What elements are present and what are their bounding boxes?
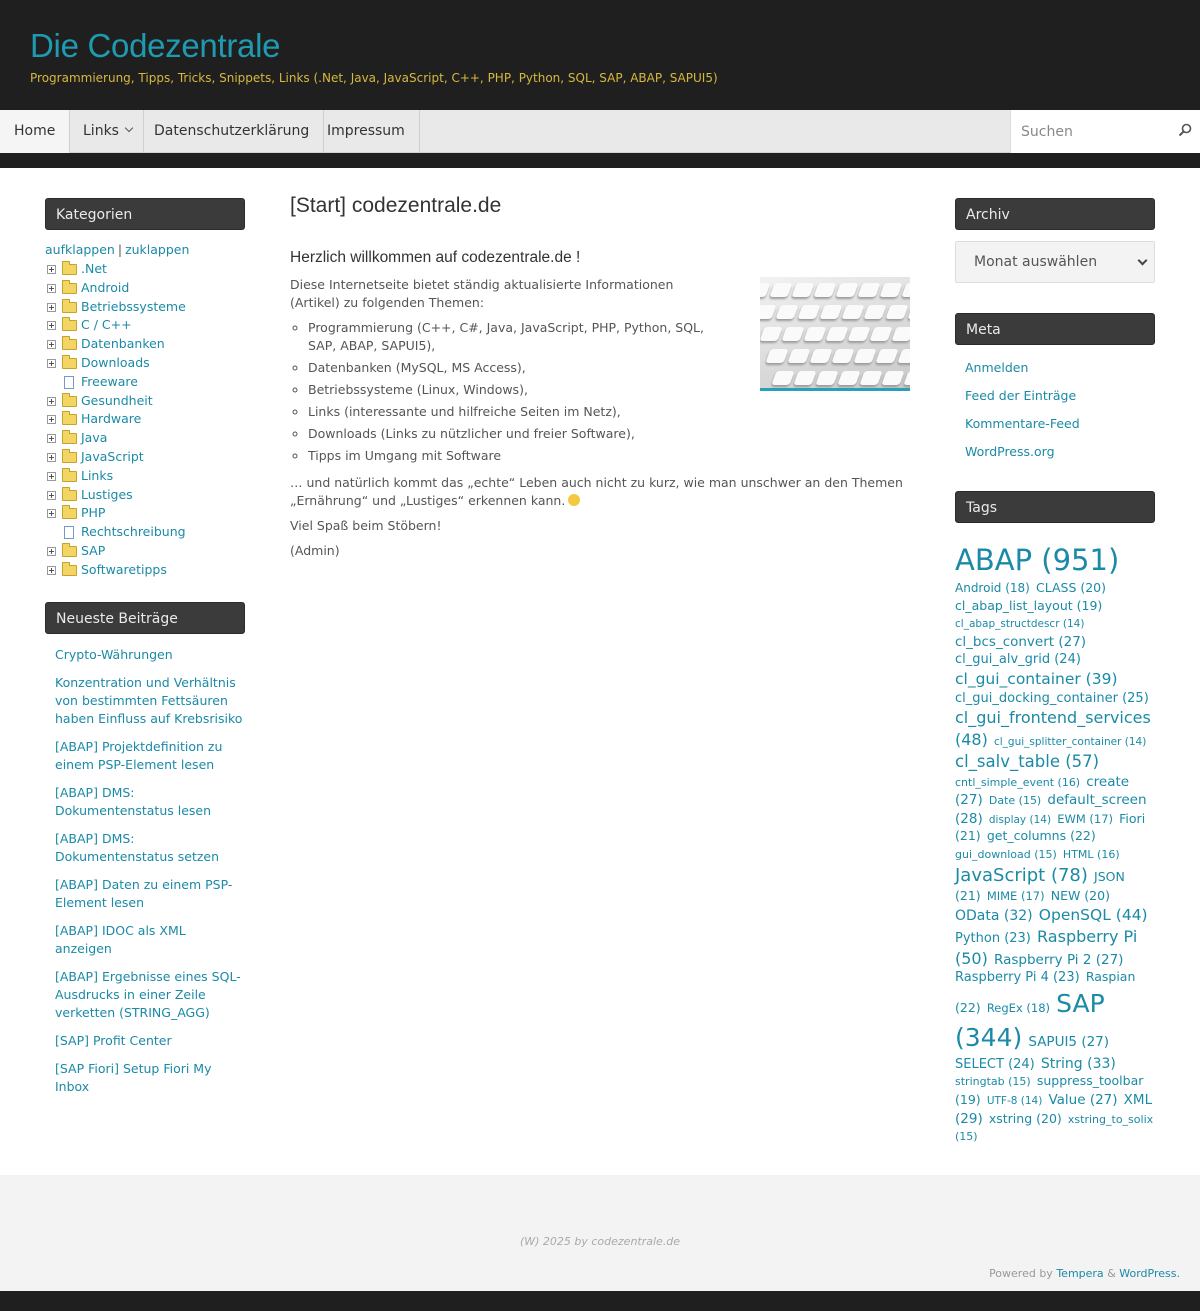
folder-icon [62, 452, 77, 463]
expand-plus-icon[interactable] [47, 453, 56, 462]
tag-link[interactable]: suppress_toolbar (19) [955, 1073, 1144, 1107]
category-item [45, 542, 245, 561]
tag-link[interactable]: JavaScript (78) [955, 864, 1088, 886]
tag-link[interactable]: Raspberry Pi 4 (23) [955, 970, 1080, 986]
powered-by [989, 1267, 1180, 1280]
meta-link[interactable]: WordPress.org [965, 444, 1055, 459]
welcome-heading: Herzlich willkommen auf codezentrale.de ! [290, 249, 581, 266]
fun-paragraph: Viel Spaß beim Stöbern! [290, 518, 442, 533]
tags-title: Tags [955, 491, 1155, 523]
main-nav [0, 110, 1200, 153]
archive-select[interactable] [955, 241, 1155, 283]
keyboard-key [847, 327, 870, 341]
expand-plus-icon[interactable] [47, 547, 56, 556]
tag-cloud [955, 541, 1155, 1146]
left-sidebar [45, 198, 245, 1106]
tag-link[interactable]: XML (29) [955, 1091, 1153, 1127]
expand-plus-icon[interactable] [47, 321, 56, 330]
keyboard-key [879, 283, 902, 297]
tag-link[interactable]: cl_gui_splitter_container (14) [993, 735, 1147, 748]
signature: (Admin) [290, 543, 340, 558]
meta-link[interactable]: Feed der Einträge [965, 388, 1077, 403]
keyboard-key [831, 349, 854, 363]
tag-link[interactable]: NEW (20) [1050, 887, 1110, 903]
keyboard-key [765, 349, 788, 363]
folder-icon [62, 565, 77, 576]
recent-posts-list [45, 646, 245, 1096]
wordpress-link[interactable]: WordPress. [1119, 1267, 1180, 1280]
recent-post-link[interactable]: [SAP] Profit Center [55, 1032, 172, 1048]
category-item [45, 486, 245, 505]
folder-icon [62, 283, 77, 294]
keyboard-image [760, 277, 910, 391]
tag-link[interactable]: Raspian (22) [955, 969, 1136, 1016]
tag-link[interactable]: display (14) [988, 813, 1052, 826]
recent-post-link[interactable]: [ABAP] IDOC als XML anzeigen [55, 922, 186, 956]
powered-amp: & [1107, 1267, 1116, 1280]
theme-link[interactable]: Tempera [1056, 1267, 1104, 1280]
tag-link[interactable]: cl_abap_list_layout (19) [955, 597, 1103, 613]
meta-link[interactable]: Anmelden [965, 360, 1029, 375]
tag-link[interactable]: Value (27) [1048, 1091, 1118, 1108]
main-content [290, 194, 910, 567]
tag-link[interactable]: cl_gui_container (39) [955, 669, 1118, 688]
folder-icon [62, 546, 77, 557]
keyboard-key [837, 371, 860, 385]
keyboard-key [857, 283, 880, 297]
keyboard-key [781, 327, 804, 341]
recent-post-item [55, 1060, 245, 1096]
chevron-down-icon [125, 124, 133, 132]
tag-link[interactable]: String (33) [1040, 1055, 1116, 1072]
folder-icon [62, 433, 77, 444]
site-header [0, 0, 1200, 110]
category-link[interactable]: PHP [81, 505, 106, 521]
tag-link[interactable]: cl_gui_frontend_services (48) [955, 708, 1151, 749]
topic-item: ◦ Datenbanken (MySQL, MS Access), [308, 359, 730, 377]
tag-link[interactable]: SAPUI5 (27) [1028, 1033, 1110, 1050]
tag-link[interactable]: OpenSQL (44) [1038, 906, 1148, 925]
keyboard-key [891, 327, 910, 341]
meta-widget [955, 313, 1155, 461]
keyboard-key [885, 305, 908, 319]
tag-link[interactable]: cl_abap_structdescr (14) [955, 618, 1085, 631]
tag-link[interactable]: cntl_simple_event (16) [955, 775, 1081, 789]
category-link[interactable]: JavaScript [81, 448, 144, 464]
topic-list [290, 319, 730, 465]
keyboard-key [875, 349, 898, 363]
folder-icon [62, 339, 77, 350]
keyboard-key [815, 371, 838, 385]
categories-title: Kategorien [45, 198, 245, 230]
recent-posts-title: Neueste Beiträge [45, 602, 245, 634]
keyboard-key [869, 327, 892, 341]
tag-link[interactable]: xstring_to_solix (15) [955, 1112, 1154, 1144]
category-item [45, 316, 245, 335]
tag-link[interactable]: Python (23) [955, 931, 1031, 947]
tag-link[interactable]: cl_gui_docking_container (25) [955, 690, 1149, 706]
category-item [45, 373, 245, 392]
recent-post-link[interactable]: [ABAP] Projektdefinition zu einem PSP-Element lesen [55, 738, 223, 772]
keyboard-key [791, 283, 814, 297]
recent-post-item [55, 784, 245, 820]
category-link[interactable]: Betriebssysteme [81, 298, 186, 314]
meta-item [965, 415, 1155, 433]
meta-list [955, 359, 1155, 461]
keyboard-key [797, 305, 820, 319]
recent-post-item [55, 1032, 245, 1050]
meta-link[interactable]: Kommentare-Feed [965, 416, 1080, 431]
recent-post-item [55, 738, 245, 774]
meta-item [965, 359, 1155, 377]
keyboard-key [760, 305, 777, 319]
tag-link[interactable]: Date (15) [988, 794, 1042, 808]
meta-item [965, 387, 1155, 405]
category-link[interactable]: Gesundheit [81, 392, 153, 408]
keyboard-key [897, 349, 910, 363]
tag-link[interactable]: MIME (17) [986, 888, 1045, 903]
category-link[interactable]: Java [81, 430, 108, 446]
category-item [45, 335, 245, 354]
tag-link[interactable]: get_columns (22) [986, 828, 1096, 844]
search-icon[interactable] [1178, 123, 1192, 137]
search-box [1010, 110, 1200, 153]
tag-link[interactable]: JSON (21) [955, 868, 1125, 903]
tag-link[interactable]: ABAP (951) [955, 543, 1120, 577]
keyboard-key [769, 283, 792, 297]
page-icon [64, 526, 74, 539]
keyboard-key [819, 305, 842, 319]
topic-item: ◦ Links (interessante und hilfreiche Seiten im Netz), [308, 403, 730, 421]
expand-plus-icon[interactable] [47, 303, 56, 312]
keyboard-key [903, 371, 910, 385]
search-input[interactable] [1011, 110, 1171, 153]
recent-post-item [55, 646, 245, 664]
expand-plus-icon[interactable] [47, 284, 56, 293]
site-description: Programmierung, Tipps, Tricks, Snippets, Links (.Net, Java, JavaScript, C++, PHP, Python, SQL, SAP, ABAP, SAPUI5) [30, 71, 718, 85]
chevron-down-icon [1138, 256, 1148, 266]
recent-post-link[interactable]: Crypto-Währungen [55, 646, 173, 662]
folder-icon [62, 396, 77, 407]
recent-post-item [55, 674, 245, 728]
expand-plus-icon[interactable] [47, 472, 56, 481]
recent-post-link[interactable]: [SAP Fiori] Setup Fiori My Inbox [55, 1060, 212, 1094]
category-link[interactable]: Freeware [81, 373, 138, 389]
tag-link[interactable]: create (27) [955, 773, 1130, 809]
category-item [45, 561, 245, 580]
nav-links[interactable] [69, 110, 144, 153]
tag-link[interactable]: Raspberry Pi (50) [955, 927, 1138, 968]
keyboard-key [901, 283, 910, 297]
outro-paragraph [290, 474, 910, 510]
category-item [45, 504, 245, 523]
tag-link[interactable]: UTF-8 (14) [986, 1094, 1043, 1107]
folder-icon [62, 490, 77, 501]
keyboard-key [881, 371, 904, 385]
keyboard-key [787, 349, 810, 363]
category-item [45, 448, 245, 467]
keyboard-key [853, 349, 876, 363]
recent-post-link[interactable]: Konzentration und Verhältnis von bestimmten Fettsäuren haben Einfluss auf Krebsrisiko [55, 674, 243, 726]
keyboard-key [760, 327, 783, 341]
page-title: [Start] codezentrale.de [290, 194, 502, 217]
recent-post-item [55, 830, 245, 866]
keyboard-key [760, 283, 771, 297]
tag-link[interactable]: OData (32) [955, 908, 1033, 925]
folder-icon [62, 508, 77, 519]
tag-link[interactable]: Fiori (21) [955, 810, 1146, 844]
bottom-bar [0, 1291, 1200, 1311]
keyboard-key [793, 371, 816, 385]
smiley-icon [568, 494, 580, 506]
keyboard-key [859, 371, 882, 385]
category-link[interactable]: Datenbanken [81, 336, 165, 352]
toggle-separator: | [117, 242, 123, 257]
tag-link[interactable]: cl_bcs_convert (27) [955, 633, 1087, 650]
expand-plus-icon[interactable] [47, 265, 56, 274]
keyboard-key [809, 349, 832, 363]
powered-prefix: Powered by [989, 1267, 1053, 1280]
nav-home[interactable]: Home [0, 110, 70, 153]
topic-item: ◦ Betriebssysteme (Linux, Windows), [308, 381, 730, 399]
folder-icon [62, 414, 77, 425]
category-item [45, 354, 245, 373]
folder-icon [62, 320, 77, 331]
folder-icon [62, 264, 77, 275]
topic-item: ◦ Programmierung (C++, C#, Java, JavaScript, PHP, Python, SQL, SAP, ABAP, SAPUI5), [308, 319, 730, 355]
tag-link[interactable]: HTML (16) [1062, 847, 1120, 861]
keyboard-key [771, 371, 794, 385]
tag-link[interactable]: SELECT (24) [955, 1056, 1035, 1072]
recent-post-link[interactable]: [ABAP] DMS: Dokumentenstatus setzen [55, 830, 220, 864]
topic-item: ◦ Downloads (Links zu nützlicher und freier Software), [308, 425, 730, 443]
category-link[interactable]: Softwaretipps [81, 561, 167, 577]
archive-select-value: Monat auswählen [974, 254, 1098, 270]
copyright: (W) 2025 by codezentrale.de [519, 1235, 681, 1248]
category-link[interactable]: Rechtschreibung [81, 524, 186, 540]
tag-link[interactable]: RegEx (18) [986, 1001, 1050, 1016]
category-item [45, 298, 245, 317]
expand-plus-icon[interactable] [47, 340, 56, 349]
keyboard-key [841, 305, 864, 319]
nav-links-label: Links [83, 123, 119, 139]
expand-plus-icon[interactable] [47, 491, 56, 500]
recent-post-item [55, 968, 245, 1022]
recent-post-item [55, 876, 245, 912]
archive-title: Archiv [955, 198, 1155, 230]
tags-widget [955, 491, 1155, 1146]
category-link[interactable]: .Net [81, 261, 107, 276]
keyboard-key [813, 283, 836, 297]
keyboard-key [775, 305, 798, 319]
keyboard-key [835, 283, 858, 297]
expand-plus-icon[interactable] [47, 434, 56, 443]
meta-item [965, 443, 1155, 461]
recent-post-link[interactable]: [ABAP] Daten zu einem PSP-Element lesen [55, 876, 233, 910]
site-title[interactable]: Die Codezentrale [30, 27, 281, 64]
tag-link[interactable]: xstring (20) [988, 1110, 1062, 1126]
tag-link[interactable]: EWM (17) [1057, 811, 1114, 826]
meta-title: Meta [955, 313, 1155, 345]
expand-plus-icon[interactable] [47, 509, 56, 518]
expand-plus-icon[interactable] [47, 415, 56, 424]
folder-icon [62, 302, 77, 313]
outro-text: … und natürlich kommt das „echte“ Leben auch nicht zu kurz, wie man unschwer an den Themen „Ernährung“ und „Lustiges“ erkennen kann. [290, 475, 903, 508]
nav-imprint[interactable]: Impressum [313, 110, 420, 153]
recent-posts-widget [45, 602, 245, 1096]
tag-link[interactable]: cl_salv_table (57) [955, 751, 1100, 771]
keyboard-key [907, 305, 910, 319]
tag-link[interactable]: stringtab (15) [955, 1075, 1031, 1089]
category-item [45, 467, 245, 486]
topic-item: ◦ Tipps im Umgang mit Software [308, 447, 730, 465]
expand-plus-icon[interactable] [47, 566, 56, 575]
category-item [45, 429, 245, 448]
category-link[interactable]: Links [81, 467, 114, 483]
expand-plus-icon[interactable] [47, 359, 56, 368]
keyboard-key [825, 327, 848, 341]
expand-all-link[interactable]: aufklappen [45, 242, 115, 257]
nav-underbar [0, 153, 1200, 168]
site-footer [0, 1175, 1200, 1291]
collapse-all-link[interactable]: zuklappen [125, 242, 190, 257]
tag-link[interactable]: gui_download (15) [955, 847, 1057, 861]
page-icon [64, 376, 74, 389]
category-link[interactable]: C / C++ [81, 317, 132, 333]
recent-post-link[interactable]: [ABAP] DMS: Dokumentenstatus lesen [55, 784, 212, 818]
tag-link[interactable]: Android (18) [955, 581, 1030, 596]
category-link[interactable]: Downloads [81, 354, 150, 370]
recent-post-link[interactable]: [ABAP] Ergebnisse eines SQL-Ausdrucks in einer Zeile verketten (STRING_AGG) [55, 968, 241, 1020]
tag-link[interactable]: cl_gui_alv_grid (24) [955, 652, 1081, 668]
tag-link[interactable]: Raspberry Pi 2 (27) [993, 951, 1124, 968]
category-item [45, 392, 245, 411]
category-link[interactable]: Lustiges [81, 486, 133, 502]
keyboard-key [863, 305, 886, 319]
tag-link[interactable]: default_screen (28) [955, 792, 1147, 827]
tag-link[interactable]: CLASS (20) [1035, 580, 1107, 596]
folder-icon [62, 358, 77, 369]
category-item [45, 523, 245, 542]
tag-link[interactable]: SAP (344) [955, 989, 1105, 1052]
category-item [45, 279, 245, 298]
category-item [45, 260, 245, 279]
keyboard-key [803, 327, 826, 341]
recent-post-item [55, 922, 245, 958]
category-toggle [45, 242, 245, 260]
intro-paragraph: Diese Internetseite bietet ständig aktualisierte Informationen (Artikel) zu folgenden Themen: [290, 277, 674, 310]
category-tree [45, 260, 245, 580]
folder-icon [62, 471, 77, 482]
expand-plus-icon[interactable] [47, 397, 56, 406]
category-link[interactable]: SAP [81, 542, 106, 558]
nav-privacy[interactable]: Datenschutzerklärung [140, 110, 324, 153]
category-link[interactable]: Hardware [81, 411, 142, 427]
category-link[interactable]: Android [81, 279, 130, 295]
category-item [45, 410, 245, 429]
right-sidebar [955, 198, 1155, 1146]
